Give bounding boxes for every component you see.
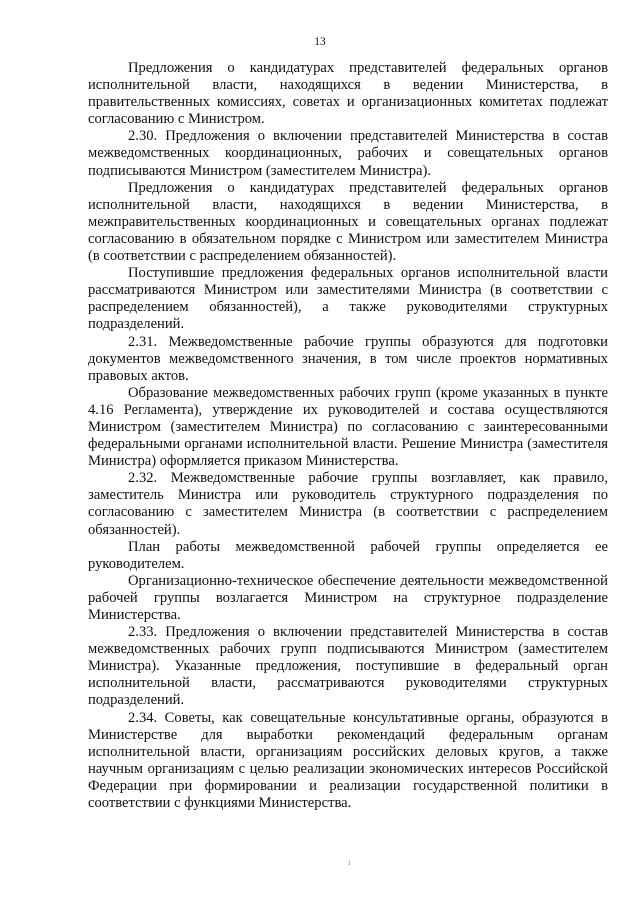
paragraph-2-33: 2.33. Предложения о включении представителей Министерства в состав межведомственных рабочих групп подписываются Министром (заместителем Министра). Указанные предложения, поступившие в федеральный орган исполнительной власти, рассматриваются руководителями структурных подразделений.: [88, 624, 608, 709]
paragraph-working-groups-formation: Образование межведомственных рабочих групп (кроме указанных в пункте 4.16 Регламента), утверждение их руководителей и состава осуществляются Министром (заместителем Министра) по согласованию с заинтересованными федеральными органами исполнительной власти. Решение Министра (заместителя Министра) оформляется приказом Министерства.: [88, 384, 608, 470]
paragraph-2-30: 2.30. Предложения о включении представителей Министерства в состав межведомственных координационных, рабочих и совещательных органов подписываются Министром (заместителем Министра).: [88, 128, 608, 179]
paragraph-technical-support: Организационно-техническое обеспечение деятельности межведомственной рабочей группы возлагается Министром на структурное подразделение Министерства.: [88, 572, 608, 623]
scan-mark: ı: [348, 857, 351, 867]
document-body: [88, 60, 608, 812]
paragraph-2-34: 2.34. Советы, как совещательные консультативные органы, образуются в Министерстве для выработки рекомендаций федеральным органам исполнительной власти, организациям российских деловых кругов, а также научным организациям с целью реализации экономических интересов Российской Федерации при формировании и реализации государственной политики в соответствии с функциями Министерства.: [88, 709, 608, 812]
paragraph-work-plan: План работы межведомственной рабочей группы определяется ее руководителем.: [88, 538, 608, 572]
paragraph-received-proposals: Поступившие предложения федеральных органов исполнительной власти рассматриваются Министром или заместителями Министра (в соответствии с распределением обязанностей), а также руководителями структурных подразделений.: [88, 265, 608, 333]
paragraph-candidates-intergovernmental: Предложения о кандидатурах представителей федеральных органов исполнительной власти, находящихся в ведении Министерства, в межправительственных координационных и совещательных органах подлежат согласованию в обязательном порядке с Министром или заместителем Министра (в соответствии с распределением обязанностей).: [88, 179, 608, 265]
paragraph-2-32: 2.32. Межведомственные рабочие группы возглавляет, как правило, заместитель Министра или руководитель структурного подразделения по согласованию с заместителем Министра (в соответствии с распределением обязанностей).: [88, 470, 608, 538]
page-number: 13: [314, 36, 326, 48]
paragraph-2-31: 2.31. Межведомственные рабочие группы образуются для подготовки документов межведомственного значения, в том числе проектов нормативных правовых актов.: [88, 333, 608, 384]
paragraph-candidates-commissions: Предложения о кандидатурах представителей федеральных органов исполнительной власти, находящихся в ведении Министерства, в правительственных комиссиях, советах и организационных комитетах подлежат согласованию с Министром.: [88, 60, 608, 128]
